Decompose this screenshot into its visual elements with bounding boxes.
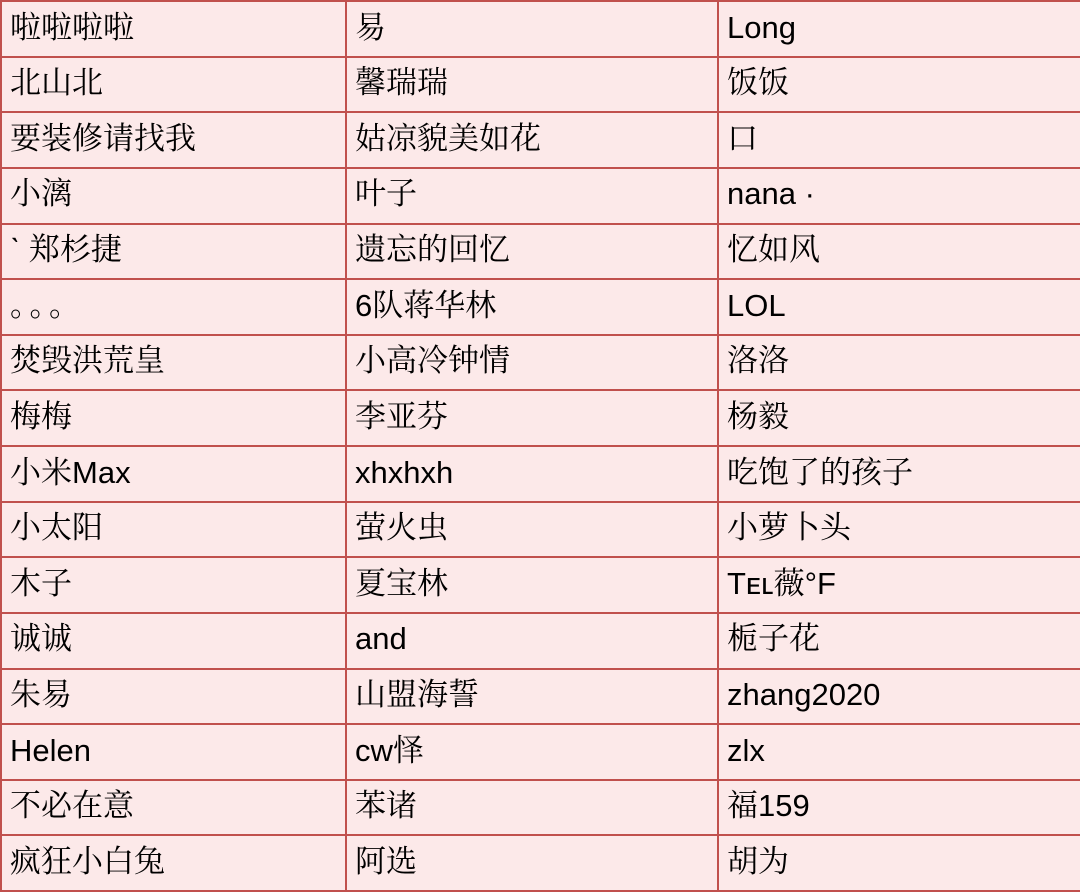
- table-cell: 啦啦啦啦: [1, 1, 346, 57]
- table-cell: 。。。: [1, 279, 346, 335]
- table-cell: Tᴇʟ薇°F: [718, 557, 1080, 613]
- table-cell: 福159: [718, 780, 1080, 836]
- table-cell: 6队蒋华林: [346, 279, 718, 335]
- table-cell: 梅梅: [1, 390, 346, 446]
- table-row: [1, 613, 1080, 669]
- table-cell: Long: [718, 1, 1080, 57]
- table-row: [1, 502, 1080, 558]
- table-row: [1, 335, 1080, 391]
- table-row: [1, 669, 1080, 725]
- table-body: [1, 1, 1080, 891]
- table-cell: 吃饱了的孩子: [718, 446, 1080, 502]
- table-row: [1, 724, 1080, 780]
- table-row: [1, 835, 1080, 891]
- table-row: [1, 390, 1080, 446]
- table-row: [1, 112, 1080, 168]
- table-cell: 阿选: [346, 835, 718, 891]
- table-cell: 小漓: [1, 168, 346, 224]
- table-cell: 朱易: [1, 669, 346, 725]
- table-cell: and: [346, 613, 718, 669]
- table-cell: 小米Max: [1, 446, 346, 502]
- table-cell: 胡为: [718, 835, 1080, 891]
- table-cell: 焚毁洪荒皇: [1, 335, 346, 391]
- table-cell: 李亚芬: [346, 390, 718, 446]
- table-cell: 要装修请找我: [1, 112, 346, 168]
- table-cell: 木子: [1, 557, 346, 613]
- table-cell: 山盟海誓: [346, 669, 718, 725]
- table-cell: 苯诸: [346, 780, 718, 836]
- table-row: [1, 168, 1080, 224]
- table-cell: 疯狂小白兔: [1, 835, 346, 891]
- table-cell: 洛洛: [718, 335, 1080, 391]
- table-cell: zlx: [718, 724, 1080, 780]
- table-cell: 易: [346, 1, 718, 57]
- table-cell: 萤火虫: [346, 502, 718, 558]
- table-cell: xhxhxh: [346, 446, 718, 502]
- table-cell: 叶子: [346, 168, 718, 224]
- table-cell: nana ·: [718, 168, 1080, 224]
- table-cell: 不必在意: [1, 780, 346, 836]
- table-cell: 饭饭: [718, 57, 1080, 113]
- table-cell: 遗忘的回忆: [346, 224, 718, 280]
- table-row: [1, 557, 1080, 613]
- table-cell: zhang2020: [718, 669, 1080, 725]
- table-row: [1, 224, 1080, 280]
- table-cell: 口: [718, 112, 1080, 168]
- table-cell: 姑凉貌美如花: [346, 112, 718, 168]
- table-cell: cw怿: [346, 724, 718, 780]
- table-cell: 忆如风: [718, 224, 1080, 280]
- table-cell: 夏宝林: [346, 557, 718, 613]
- table-cell: 小萝卜头: [718, 502, 1080, 558]
- table-row: [1, 1, 1080, 57]
- table-row: [1, 446, 1080, 502]
- table-cell: 小高冷钟情: [346, 335, 718, 391]
- table-cell: ˋ 郑杉捷: [1, 224, 346, 280]
- table-cell: 北山北: [1, 57, 346, 113]
- table-cell: 杨毅: [718, 390, 1080, 446]
- table-row: [1, 279, 1080, 335]
- table-cell: LOL: [718, 279, 1080, 335]
- table-cell: 馨瑞瑞: [346, 57, 718, 113]
- table-cell: 诚诚: [1, 613, 346, 669]
- table-cell: Helen: [1, 724, 346, 780]
- table-row: [1, 780, 1080, 836]
- table-row: [1, 57, 1080, 113]
- table-cell: 小太阳: [1, 502, 346, 558]
- table-cell: 栀子花: [718, 613, 1080, 669]
